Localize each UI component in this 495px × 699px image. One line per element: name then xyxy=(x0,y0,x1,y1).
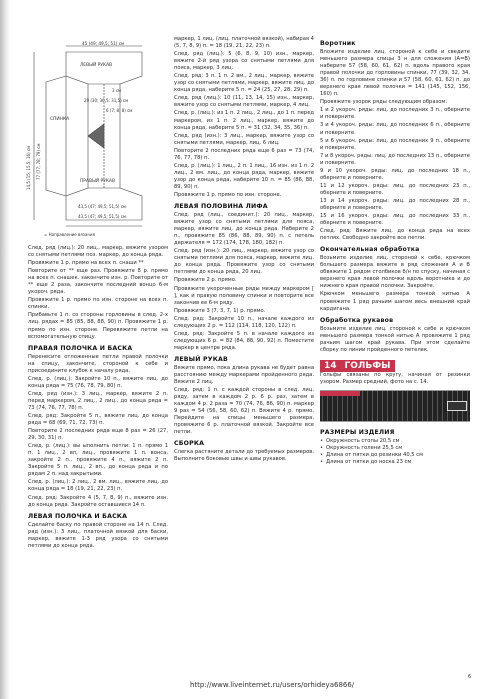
gloves-number-badge: 14 xyxy=(320,360,341,372)
paragraph: След. ряд: 3 п. 1 п. 2 вм., 2 лиц., маркер, вяжите узор со снятыми петлями, маркер, вяжите лиц. до конца ряда, наберите 5 п. = 24 (25, 27, 28, 29) п. xyxy=(174,73,314,94)
schematic-diagram xyxy=(24,40,170,240)
diagram-right-sleeve: ПРАВЫЙ РУКАВ xyxy=(80,179,115,184)
page-binding xyxy=(0,0,10,699)
gloves-section xyxy=(320,360,470,422)
paragraph: 7 и 8 укороч. ряды: лиц. до последних 13 п., оберните и поверните. xyxy=(320,152,470,166)
diagram-small2: 6 (7; 8; 8) см xyxy=(106,108,133,113)
page-number: 6 xyxy=(468,674,472,680)
paragraph: След. ряд: Вяжите лиц. до конца ряда на всех петлях. Свободно закройте все петли. xyxy=(320,228,470,242)
paragraph: Вложите изделие лиц. стороной к себе и сведите меньшего размера спицы 3 н для сложения (А=В) наберите 57 (58, 60, 61, 62) п. вдоль правого края правой полочки до горловины спинки, 77 (39, 32, 34, 36) п. по горловине спинки и 57 (58, 60, 61, 62) п. до верхнего края левой полочки = 141 (145, 152, 156, 160) п. xyxy=(320,49,470,98)
paragraph: 3 и 4 укороч. ряды: лиц. до последних 6 п., оберните и поверните. xyxy=(320,122,470,136)
section-heading: РАЗМЕРЫ ИЗДЕЛИЯ xyxy=(320,428,395,436)
column-3 xyxy=(320,36,470,466)
section-heading: ЛЕВАЯ ПОЛОЧКА И БАСКА xyxy=(28,512,128,520)
paragraph: След. ряд: Закройте 5 п. в начале каждого из следующих 6 р. = 82 (84, 88, 90, 92) п. Поместите маркер в центре ряда. xyxy=(174,330,314,351)
section-heading: Обработка рукавов xyxy=(320,316,394,324)
paragraph: Возьмите изделие лиц. стороной к себе и крючком меньшего размера тонкой нитью А провяжите 1 ряд рачьим шагом край рукава. При этом сделайте сборку по линии пройденного петелек. xyxy=(320,325,470,353)
knit-swatch-image xyxy=(320,390,470,422)
paragraph: Провяжите укороченные ряды между маркером [ ], как и правую половину спинки и повторите все закончив ее 6-м ряду. xyxy=(174,285,314,306)
gloves-title-text: ГОЛЬФЫ xyxy=(341,360,395,372)
column-1 xyxy=(28,245,168,551)
paragraph: Вяжите прямо, пока длина рукава не будет равна расстоянию между маркерами пройденного ряда. Вяжите 2 лиц. xyxy=(174,364,314,386)
paragraph: След. ряд: Закройте 4 (5, 7, 8, 9) п., вяжите изн. до конца ряда. Закройте оставшиеся 14 п. xyxy=(28,494,168,508)
paragraph: Перенесите отложенные петли правой полочки на спицу, закончите, стороной к себе и присоедините клубок к началу ряда. xyxy=(28,353,168,374)
section-heading: СБОРКА xyxy=(174,440,205,448)
diagram-spine: СПИНКА xyxy=(50,117,70,122)
paragraph: Сделайте баску по правой стороне на 14 п. След. ряд (изн.): 3 лиц., платочной вязкой для баски, маркер, вяжите 1-3 ряд узора со снятыми петлями до конца ряда. xyxy=(28,521,168,549)
paragraph: След. ряд (лиц.): 20 лиц., маркер, вяжите узором со снятыми петлями поз. маркер, до конца ряда. xyxy=(28,245,168,259)
paragraph: След. р. (лиц.): 2 лиц., 2 вм. лиц., вяжите лиц. до конца ряда = 18 (19, 21, 22, 23) п. xyxy=(28,479,168,493)
paragraph: Прибавьте 1 п. со стороны горловины в след. 2-х лиц. рядах = 85 (85, 88, 88, 90) п. Провяжите 1 р. прямо по изн. стороне. Перевяжите петли на вспомогательную спицу. xyxy=(28,312,168,340)
paragraph: 5 и 6 укороч. ряды: лиц. до последних 9 п., оберните и поверните. xyxy=(320,137,470,151)
diagram-height-left: 14,5 (15; 15,5; 16) см xyxy=(26,145,31,190)
paragraph: Провяжите 1 р. прямо по изн. стороне. xyxy=(174,191,282,198)
size-list xyxy=(320,438,470,466)
schematic-svg xyxy=(24,40,170,240)
paragraph: Крючком меньшего размера тонкой нитью А провяжите 1 ряд рачьим шагом весь внешний край кардигана. xyxy=(320,291,470,312)
paragraph: След. р. (лиц.): вы ыполнить петли: 1 п. прямо 1 п. 1 лиц., 2 вп, лиц., провяжите 1 п. вонса, закройте 2 п., провяжите 4 п., вяжите 2 п. Закройте 5 п. лиц., 2 вп., до конца ряда и по рядам 2 п. над закрытыми. xyxy=(28,443,168,478)
diagram-left-height: 77 (77; 78; 79) см xyxy=(36,143,41,180)
paragraph: След. ряд (изн.): 3 лиц., маркер, вяжите узор со снятыми петлями, маркер, лиц. 6 лиц. xyxy=(174,132,314,146)
section-heading: ЛЕВЫЙ РУКАВ xyxy=(174,355,228,363)
size-list-item: • Длина от пятки до резинки 40,5 см xyxy=(326,452,470,459)
paragraph: След. ряд: Закройте 10 п., начале каждого из следующих 2 р. = 112 (114, 118, 120, 122) п. xyxy=(174,315,314,329)
paragraph: Провяжите 1 р. прямо на всех п. снаши ** xyxy=(28,260,144,267)
paragraph: Возьмите изделие лиц. стороной к себе, крючком большего размера вяжите в ряд сложения А и В обвяжите 1 рядом столбиков б/н по спуску, начиная с верхнего края левой полочки вдоль воротника и до нижнего края правой полочки. Закройте. xyxy=(320,255,470,290)
paragraph: След. ряд: 1 п. с каждой стороны в след. лиц. ряду, затем в каждом 2 р. 6 р. раз, затем в каждом 4 р. 2 раза = 70 (74, 76, 86, 90) п. маркер 9 раз = 54 (56, 58, 60, 62) п. Вяжите 4 р. прямо. Перейдите на спицы меньшего размера, провяжите 6 р. платочной вязкой. Закройте все петли. xyxy=(174,387,314,436)
diagram-left-sleeve: ЛЕВЫЙ РУКАВ xyxy=(80,63,113,68)
paragraph: Провяжите 2 р. прямо. xyxy=(174,277,237,284)
section-heading: ЛЕВАЯ ПОЛОВИНА ЛИФА xyxy=(174,203,268,211)
size-list-item: • Окружность стопы 20,5 см xyxy=(326,438,470,445)
paragraph: 11 и 12 укороч. ряды: лиц. до последних 23 п., оберните и поверните. xyxy=(320,182,470,196)
paragraph: маркер, 1 лиц. (лиц. платочной вязкой), набирая 4 (5, 7, 8, 9) п. = 18 (19, 21, 22, 23) п. xyxy=(174,36,314,50)
size-list-item: • Длина от пятки до носка 23 см xyxy=(326,459,470,466)
paragraph: След. ряд (изн.): 3 лиц., маркер, вяжите 2 п. перед маркером, 2 лиц., 2 лиц., до конца ряда = 73 (74, 76, 77, 78) п. xyxy=(28,390,168,411)
paragraph: Провяжите узорок ряды следующим образом: xyxy=(320,99,448,106)
column-2 xyxy=(174,36,314,464)
section-heading: Окончательная обработка xyxy=(320,246,420,254)
paragraph: След. ряд (изн.): 20 лиц., маркер, вяжите узор со снятыми петлями для пояса, маркер, вяжите лиц. до конца ряда. Провяжите узор со снятыми петлями до конца ряда, 20 лиц. xyxy=(174,248,314,276)
paragraph: Провяжите 3 (7, 3, 7, 1) р. прямо. xyxy=(174,307,266,314)
paragraph: Повторите от ** еще раз. Провяжите 8 р. прямо на всех п. снашек. закончите изн. р. Повторите от ** еще 2 раза, закончите последний вонцо 6-м укороч. ряда. xyxy=(28,268,168,296)
diagram-legend: = Направление вязания xyxy=(44,232,95,237)
paragraph: След. р. (лиц.): из 1 п. 2 лиц., 2 лиц., до 1 п. перед маркером, из 1 п. 2 лиц., маркер, вяжите до конца ряда, наберите 5 п. = 31 (32, 34, 35, 36) п. xyxy=(174,110,314,131)
paragraph: Слегка растяните детали до требуемых размеров. Выполните боковые швы и швы рукавов. xyxy=(174,449,314,463)
diagram-mid-label: 29 (30; 30,5; 31,5) см xyxy=(84,98,129,103)
paragraph: Повторите 2 последних ряда еще 8 раз = 26 (27, 29, 30, 31) п. xyxy=(28,428,168,442)
section-heading: ПРАВАЯ ПОЛОЧКА И БАСКА xyxy=(28,344,133,352)
diagram-width-top: 45 (49; 49,5; 51) см xyxy=(82,41,125,46)
paragraph: 15 и 16 укороч. ряды: лиц. до последних 33 п., оберните и поверните. xyxy=(320,213,470,227)
paragraph: Повторите 2 последних ряда еще 6 раз = 73 (74, 76, 77, 78) п. xyxy=(174,147,314,161)
paragraph: След. ряд: Закройте 5 п., вяжите лиц. до конца ряда = 68 (69, 71, 72, 73) п. xyxy=(28,412,168,427)
gloves-description: Гольфы связаны по кругу, начиная от резинки узором. Размер средний, фото на с. 14. xyxy=(320,371,470,385)
paragraph: Провяжите 1 р. прямо по изн. стороне на всех п. спинки. xyxy=(28,297,168,311)
diagram-width-bottom1: 43,5 (47; 49,5; 51,5) см xyxy=(78,204,126,209)
section-heading: Воротник xyxy=(320,40,356,47)
paragraph: След. ряд (лиц.): 5 (6, 8, 9, 10) изн., маркер, вяжите 2-й ряд узора со снятыми петлями для пояса, маркер, 3 лиц. xyxy=(174,51,314,72)
gloves-title xyxy=(320,360,470,372)
paragraph: След. ряд (лиц., соединит.): 20 лиц., маркер, вяжите узор со снятыми петлями для пояса, маркер, вяжите лиц. до конца ряда. Наберите 2 п., провяжите 85 (86, 88, 89, 90) п. с петель держателя = 172 (174, 178, 180, 182) п. xyxy=(174,212,314,247)
paragraph: След. р. (лиц.): Закройте 10 п., вяжите лиц. до конца ряда = 75 (76, 78, 79, 80) п. xyxy=(28,375,168,389)
paragraph: 13 и 14 укороч. ряды: лиц. до последних 28 п., оберните и поверните. xyxy=(320,197,470,211)
swatch-red-bar xyxy=(320,391,360,396)
diagram-small1: 3 см xyxy=(112,88,122,93)
paragraph: След. р. (лиц.): 1 лиц., 2 п. 1 лиц., 16 изн. из 1 п. 2 лиц., 2 вм. лиц., до конца ряда, маркер, вяжите узор до конца ряда, наберите 10 п. = 85 (86, 88, 89, 90) п. xyxy=(174,162,314,190)
paragraph: 9 и 10 укороч. ряды: лиц. до последних 18 п., оберните и поверните. xyxy=(320,167,470,181)
paragraph: След. ряд (лиц.): 10 (11, 13, 14, 15) изн., маркер, вяжите узор со снятыми петлями, маркер, 4 лиц. xyxy=(174,95,314,109)
size-list-item: • Окружность голени 25,5 см xyxy=(326,445,470,452)
diagram-width-bottom2: 43,5 (47; 49,5; 51,5) см xyxy=(78,214,126,219)
swatch-chip xyxy=(447,401,467,411)
paragraph: 1 и 2 укороч. ряды: лиц. до последних 3 п., оберните и поверните. xyxy=(320,107,470,121)
footer-url[interactable]: http://www.liveinternet.ru/users/orhideya6866/ xyxy=(190,681,355,689)
